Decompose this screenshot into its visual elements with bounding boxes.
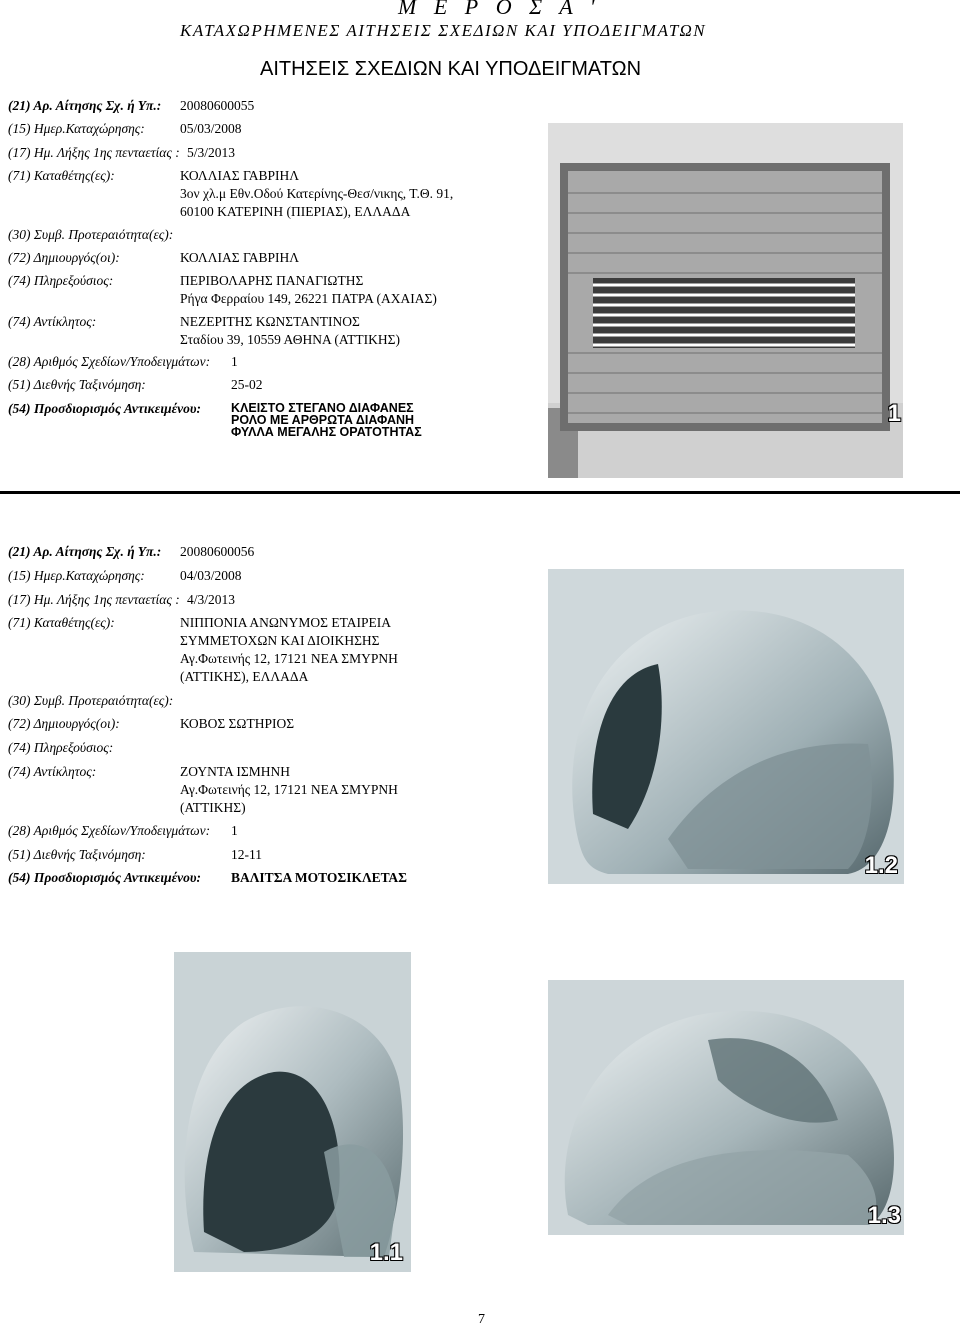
rep-line: Αγ.Φωτεινής 12, 17121 ΝΕΑ ΣΜΥΡΝΗ — [180, 782, 398, 797]
applicant-label: (71) Καταθέτης(ες): — [8, 168, 115, 183]
top-case-drawing — [174, 952, 411, 1272]
filing-date-value: 05/03/2008 — [180, 121, 242, 136]
expiry-label: (17) Ημ. Λήξης 1ης πενταετίας : — [8, 592, 180, 607]
applicant-line: ΝΙΠΠΟΝΙΑ ΑΝΩΝΥΜΟΣ ΕΤΑΙΡΕΙΑ — [180, 615, 392, 630]
app-no-label: (21) Αρ. Αίτησης Σχ. ή Υπ.: — [8, 544, 162, 559]
agent-label: (74) Πληρεξούσιος: — [8, 740, 114, 755]
filing-date-label: (15) Ημερ.Καταχώρησης: — [8, 121, 145, 136]
page-number: 7 — [478, 1312, 485, 1327]
designer-value: ΚΟΒΟΣ ΣΩΤΗΡΙΟΣ — [180, 716, 295, 731]
applicant-value — [180, 167, 453, 221]
designer-label: (72) Δημιουργός(οι): — [8, 250, 120, 265]
product-line: ΡΟΛΟ ΜΕ ΑΡΘΡΩΤΑ ΔΙΑΦΑΝΗ — [231, 413, 415, 427]
applicant-line: ΚΟΛΛΙΑΣ ΓΑΒΡΙΗΛ — [180, 168, 299, 183]
expiry-value: 4/3/2013 — [187, 592, 236, 607]
app-no-value: 20080600056 — [180, 544, 255, 559]
class-label: (51) Διεθνής Ταξινόμηση: — [8, 377, 146, 392]
applicant-line: 60100 ΚΑΤΕΡΙΝΗ (ΠΙΕΡΙΑΣ), ΕΛΛΑΔΑ — [180, 204, 411, 219]
top-case-view-1-3-image — [548, 980, 904, 1235]
rep-line: Σταδίου 39, 10559 ΑΘΗΝΑ (ΑΤΤΙΚΗΣ) — [180, 332, 400, 347]
designer-value: ΚΟΛΛΙΑΣ ΓΑΒΡΙΗΛ — [180, 250, 299, 265]
applicant-line: Αγ.Φωτεινής 12, 17121 ΝΕΑ ΣΜΥΡΝΗ — [180, 651, 398, 666]
count-label: (28) Αριθμός Σχεδίων/Υποδειγμάτων: — [8, 354, 211, 369]
subsection-heading: ΑΙΤΗΣΕΙΣ ΣΧΕΔΙΩΝ ΚΑΙ ΥΠΟΔΕΙΓΜΑΤΩΝ — [260, 58, 642, 80]
part-heading: Μ Ε Ρ Ο Σ Α ' — [398, 0, 601, 19]
class-value: 12-11 — [231, 847, 262, 862]
product-value: ΒΑΛΙΤΣΑ ΜΟΤΟΣΙΚΛΕΤΑΣ — [231, 870, 407, 885]
filing-date-label: (15) Ημερ.Καταχώρησης: — [8, 568, 145, 583]
product-line: ΦΥΛΛΑ ΜΕΓΑΛΗΣ ΟΡΑΤΟΤΗΤΑΣ — [231, 425, 422, 439]
figure-label: 1 — [887, 400, 901, 427]
agent-value — [180, 272, 437, 308]
rep-line: (ΑΤΤΙΚΗΣ) — [180, 800, 246, 815]
product-value — [231, 402, 422, 438]
app-no-value: 20080600055 — [180, 98, 255, 113]
app-no-label: (21) Αρ. Αίτησης Σχ. ή Υπ.: — [8, 98, 162, 113]
count-value: 1 — [231, 354, 238, 369]
applicant-line: 3ον χλ.μ Εθν.Οδού Κατερίνης-Θεσ/νικης, Τ.Θ. 91, — [180, 186, 454, 201]
figure-label: 1.3 — [867, 1202, 901, 1229]
count-value: 1 — [231, 823, 238, 838]
applicant-label: (71) Καταθέτης(ες): — [8, 615, 115, 630]
section-heading: ΚΑΤΑΧΩΡΗΜΕΝΕΣ ΑΙΤΗΣΕΙΣ ΣΧΕΔΙΩΝ ΚΑΙ ΥΠΟΔΕΙΓΜΑΤΩΝ — [180, 21, 707, 40]
top-case-view-1-1-image — [174, 952, 411, 1272]
priority-label: (30) Συμβ. Προτεραιότητα(ες): — [8, 693, 174, 708]
expiry-value: 5/3/2013 — [187, 145, 236, 160]
roller-shutter-drawing — [548, 123, 903, 478]
expiry-label: (17) Ημ. Λήξης 1ης πενταετίας : — [8, 145, 180, 160]
rep-label: (74) Αντίκλητος: — [8, 764, 97, 779]
product-label: (54) Προσδιορισμός Αντικειμένου: — [8, 870, 201, 885]
class-value: 25-02 — [231, 377, 263, 392]
figure-label: 1.2 — [864, 852, 898, 879]
rep-value — [180, 763, 398, 817]
rep-line: ΖΟΥΝΤΑ ΙΣΜΗΝΗ — [180, 764, 290, 779]
agent-line: ΠΕΡΙΒΟΛΑΡΗΣ ΠΑΝΑΓΙΩΤΗΣ — [180, 273, 364, 288]
applicant-line: ΣΥΜΜΕΤΟΧΩΝ ΚΑΙ ΔΙΟΙΚΗΣΗΣ — [180, 633, 380, 648]
class-label: (51) Διεθνής Ταξινόμηση: — [8, 847, 146, 862]
rep-label: (74) Αντίκλητος: — [8, 314, 97, 329]
product-line: ΚΛΕΙΣΤΟ ΣΤΕΓΑΝΟ ΔΙΑΦΑΝΕΣ — [231, 401, 414, 415]
record-divider — [0, 491, 960, 494]
roller-shutter-image — [548, 123, 903, 478]
top-case-drawing — [548, 980, 904, 1235]
figure-label: 1.1 — [369, 1239, 403, 1266]
rep-line: ΝΕΖΕΡΙΤΗΣ ΚΩΝΣΤΑΝΤΙΝΟΣ — [180, 314, 360, 329]
applicant-value — [180, 614, 398, 686]
product-label: (54) Προσδιορισμός Αντικειμένου: — [8, 401, 201, 416]
rep-value — [180, 313, 400, 349]
top-case-drawing — [548, 569, 904, 884]
designer-label: (72) Δημιουργός(οι): — [8, 716, 120, 731]
top-case-view-1-2-image — [548, 569, 904, 884]
applicant-line: (ΑΤΤΙΚΗΣ), ΕΛΛΑΔΑ — [180, 669, 309, 684]
agent-line: Ρήγα Φερραίου 149, 26221 ΠΑΤΡΑ (ΑΧΑΙΑΣ) — [180, 291, 437, 306]
agent-label: (74) Πληρεξούσιος: — [8, 273, 114, 288]
count-label: (28) Αριθμός Σχεδίων/Υποδειγμάτων: — [8, 823, 211, 838]
priority-label: (30) Συμβ. Προτεραιότητα(ες): — [8, 227, 174, 242]
filing-date-value: 04/03/2008 — [180, 568, 242, 583]
